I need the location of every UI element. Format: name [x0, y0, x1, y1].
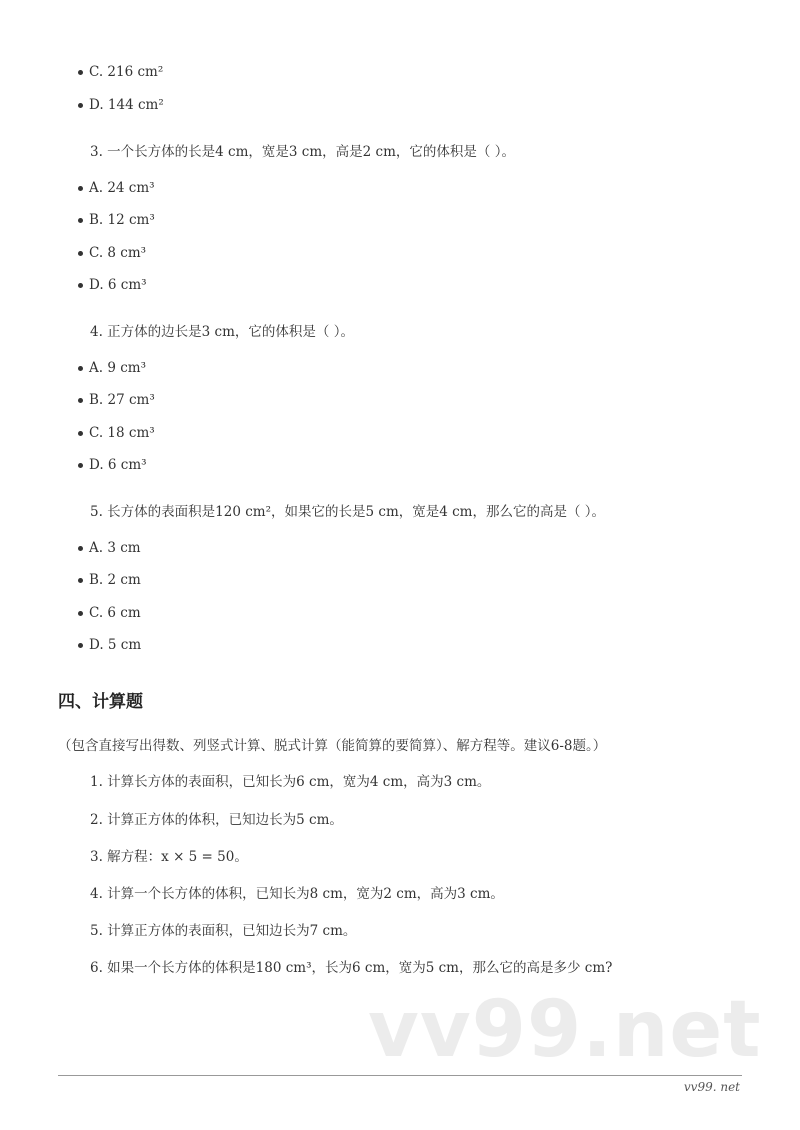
- option-item: [78, 244, 146, 262]
- calc-item: 1. 计算长方体的表面积，已知长为6 cm，宽为4 cm，高为3 cm。: [90, 774, 491, 790]
- section-heading: 四、计算题: [58, 692, 143, 712]
- footer-site: vv99. net: [683, 1080, 740, 1094]
- watermark: vv99.net: [368, 985, 762, 1075]
- option-item: [78, 571, 141, 589]
- option-item: [78, 63, 163, 81]
- bullet-icon: [78, 366, 83, 371]
- option-text: B. 27 cm³: [89, 392, 155, 408]
- question-3: 3. 一个长方体的长是4 cm，宽是3 cm，高是2 cm，它的体积是（ ）。: [90, 144, 515, 160]
- option-text: D. 5 cm: [89, 637, 142, 653]
- bullet-icon: [78, 103, 83, 108]
- bullet-icon: [78, 218, 83, 223]
- option-item: [78, 539, 141, 557]
- option-item: [78, 604, 141, 622]
- option-item: [78, 96, 164, 114]
- option-text: D. 144 cm²: [89, 97, 164, 113]
- option-text: C. 216 cm²: [89, 64, 164, 80]
- option-text: A. 3 cm: [89, 540, 141, 556]
- option-text: A. 9 cm³: [89, 360, 146, 376]
- option-item: [78, 391, 155, 409]
- option-text: D. 6 cm³: [89, 457, 147, 473]
- bullet-icon: [78, 463, 83, 468]
- option-text: B. 12 cm³: [89, 212, 155, 228]
- bullet-icon: [78, 251, 83, 256]
- question-4: 4. 正方体的边长是3 cm，它的体积是（ ）。: [90, 324, 354, 340]
- option-text: C. 6 cm: [89, 605, 141, 621]
- bullet-icon: [78, 283, 83, 288]
- bullet-icon: [78, 398, 83, 403]
- option-text: C. 8 cm³: [89, 245, 147, 261]
- question-5: 5. 长方体的表面积是120 cm²，如果它的长是5 cm，宽是4 cm，那么它的高是（ ）。: [90, 504, 606, 520]
- option-item: [78, 276, 147, 294]
- option-item: [78, 179, 155, 197]
- bullet-icon: [78, 578, 83, 583]
- bullet-icon: [78, 431, 83, 436]
- option-item: [78, 636, 141, 654]
- bullet-icon: [78, 546, 83, 551]
- bullet-icon: [78, 186, 83, 191]
- bullet-icon: [78, 611, 83, 616]
- calc-item: 2. 计算正方体的体积，已知边长为5 cm。: [90, 812, 343, 828]
- option-text: C. 18 cm³: [89, 425, 155, 441]
- bullet-icon: [78, 70, 83, 75]
- option-item: [78, 424, 155, 442]
- calc-item: 6. 如果一个长方体的体积是180 cm³，长为6 cm，宽为5 cm，那么它的高是多少 cm?: [90, 960, 613, 976]
- calc-item: 4. 计算一个长方体的体积，已知长为8 cm，宽为2 cm，高为3 cm。: [90, 886, 504, 902]
- option-item: [78, 359, 146, 377]
- footer-divider: [58, 1075, 742, 1076]
- calc-item: 5. 计算正方体的表面积，已知边长为7 cm。: [90, 923, 357, 939]
- option-text: B. 2 cm: [89, 572, 141, 588]
- option-text: A. 24 cm³: [89, 180, 155, 196]
- section-note: （包含直接写出得数、列竖式计算、脱式计算（能简算的要简算）、解方程等。建议6-8题。）: [58, 738, 607, 754]
- option-item: [78, 211, 155, 229]
- bullet-icon: [78, 643, 83, 648]
- option-item: [78, 456, 147, 474]
- option-text: D. 6 cm³: [89, 277, 147, 293]
- calc-item: 3. 解方程：x × 5 = 50。: [90, 849, 248, 865]
